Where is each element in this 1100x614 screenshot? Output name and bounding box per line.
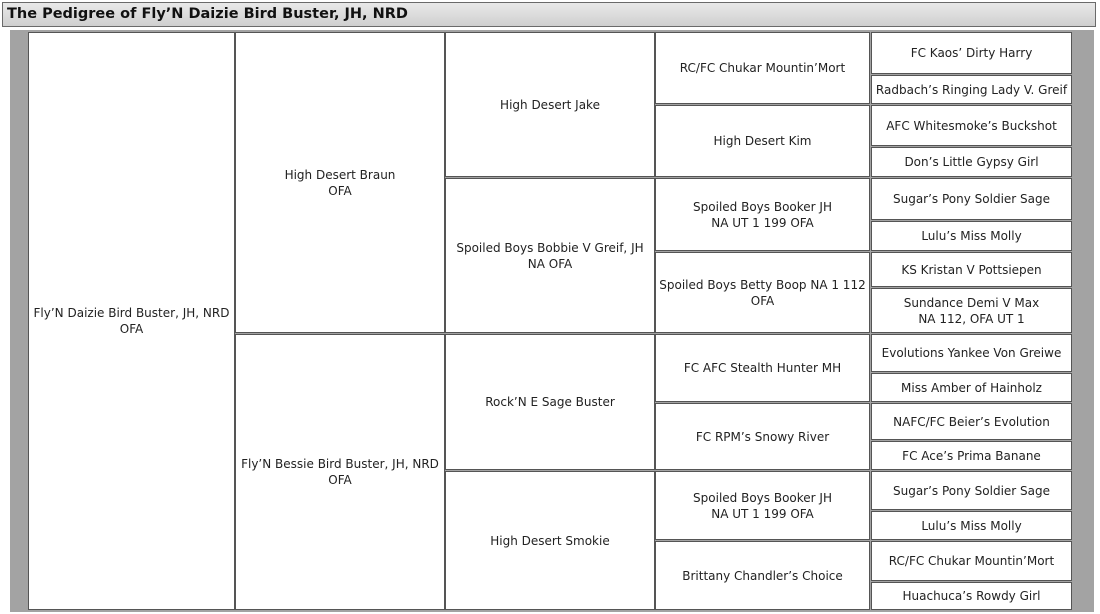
pedigree-gen5-name: KS Kristan V Pottsiepen — [901, 262, 1042, 277]
pedigree-dam-sub: OFA — [328, 473, 352, 487]
pedigree-subject-sub: OFA — [119, 322, 144, 336]
pedigree-gen5-name: AFC Whitesmoke’s Buckshot — [886, 118, 1057, 133]
pedigree-gen5-name: Lulu’s Miss Molly — [921, 518, 1022, 533]
pedigree-gen4-name: Spoiled Boys Booker JH — [693, 199, 832, 214]
pedigree-gen5-name: FC Ace’s Prima Banane — [902, 448, 1041, 463]
pedigree-gen5-cell — [871, 373, 1072, 402]
pedigree-chart — [10, 30, 1094, 612]
pedigree-gen4-name: RC/FC Chukar Mountin’Mort — [679, 61, 846, 75]
pedigree-gen5-name: Don’s Little Gypsy Girl — [904, 155, 1039, 169]
pedigree-gen4-name: Spoiled Boys Booker JH — [693, 490, 832, 505]
pedigree-gen5-name: Sugar’s Pony Soldier Sage — [892, 192, 1051, 206]
pedigree-gen3-sub: NA OFA — [527, 256, 573, 271]
pedigree-gen5-cell — [871, 541, 1072, 581]
pedigree-gen4-name: FC RPM’s Snowy River — [695, 429, 830, 444]
pedigree-gen3-cell — [445, 178, 655, 333]
pedigree-gen4-cell — [655, 541, 870, 610]
page-title: The Pedigree of Fly’N Daizie Bird Buster, JH, NRD — [2, 2, 1096, 27]
pedigree-gen3-name: High Desert Smokie — [490, 533, 610, 548]
pedigree-gen3-name: Spoiled Boys Bobbie V Greif, JH — [456, 240, 644, 255]
pedigree-gen3-cell — [445, 471, 655, 610]
pedigree-gen3-name: Rock’N E Sage Buster — [485, 395, 615, 409]
pedigree-gen3-cell — [445, 32, 655, 177]
pedigree-gen4-sub: NA UT 1 199 OFA — [711, 215, 814, 230]
pedigree-gen4-cell — [655, 178, 870, 251]
pedigree-gen5-cell — [871, 334, 1072, 372]
pedigree-gen4-cell — [655, 334, 870, 402]
pedigree-gen4-cell — [655, 32, 870, 104]
pedigree-gen5-name: Sundance Demi V Max — [903, 295, 1040, 310]
pedigree-sire-sub: OFA — [328, 183, 352, 198]
pedigree-gen5-name: Huachuca’s Rowdy Girl — [902, 589, 1041, 603]
pedigree-dam — [235, 334, 445, 610]
pedigree-gen5-cell — [871, 32, 1072, 74]
pedigree-gen5-cell — [871, 582, 1072, 610]
pedigree-gen5-sub: NA 112, OFA UT 1 — [918, 311, 1025, 326]
pedigree-gen4-name: Spoiled Boys Betty Boop NA 1 112 — [659, 277, 866, 292]
pedigree-gen3-name: High Desert Jake — [500, 97, 600, 112]
pedigree-sire-name: High Desert Braun — [284, 167, 396, 182]
pedigree-gen5-cell — [871, 252, 1072, 287]
pedigree-gen4-cell — [655, 471, 870, 540]
pedigree-dam-name: Fly’N Bessie Bird Buster, JH, NRD — [241, 457, 439, 471]
pedigree-gen5-cell — [871, 403, 1072, 440]
pedigree-gen5-name: Radbach’s Ringing Lady V. Greif — [875, 82, 1068, 97]
pedigree-gen4-cell — [655, 403, 870, 470]
pedigree-gen5-cell — [871, 178, 1072, 220]
pedigree-gen5-cell — [871, 105, 1072, 146]
pedigree-gen4-sub: NA UT 1 199 OFA — [711, 506, 814, 521]
pedigree-gen5-name: Evolutions Yankee Von Greiwe — [881, 346, 1062, 360]
pedigree-gen5-name: Lulu’s Miss Molly — [921, 229, 1022, 243]
pedigree-gen4-cell — [655, 105, 870, 177]
pedigree-gen5-name: RC/FC Chukar Mountin’Mort — [888, 554, 1055, 568]
pedigree-gen5-cell — [871, 221, 1072, 251]
pedigree-gen5-name: Sugar’s Pony Soldier Sage — [892, 483, 1051, 498]
pedigree-gen4-name: Brittany Chandler’s Choice — [682, 568, 843, 583]
pedigree-subject-name: Fly’N Daizie Bird Buster, JH, NRD — [33, 306, 230, 320]
pedigree-gen3-cell — [445, 334, 655, 470]
pedigree-gen5-cell — [871, 471, 1072, 510]
pedigree-gen5-cell — [871, 511, 1072, 540]
pedigree-gen4-sub: OFA — [750, 293, 775, 308]
pedigree-gen5-cell — [871, 75, 1072, 104]
pedigree-gen5-cell — [871, 441, 1072, 470]
pedigree-gen4-cell — [655, 252, 870, 333]
pedigree-gen5-name: NAFC/FC Beier’s Evolution — [893, 414, 1050, 429]
pedigree-gen4-name: FC AFC Stealth Hunter MH — [683, 361, 842, 375]
pedigree-gen5-cell — [871, 288, 1072, 333]
pedigree-gen5-cell — [871, 147, 1072, 177]
pedigree-gen5-name: Miss Amber of Hainholz — [901, 380, 1042, 395]
pedigree-subject — [28, 32, 235, 610]
pedigree-gen4-name: High Desert Kim — [713, 134, 812, 148]
pedigree-gen5-name: FC Kaos’ Dirty Harry — [910, 46, 1033, 60]
pedigree-sire — [235, 32, 445, 333]
